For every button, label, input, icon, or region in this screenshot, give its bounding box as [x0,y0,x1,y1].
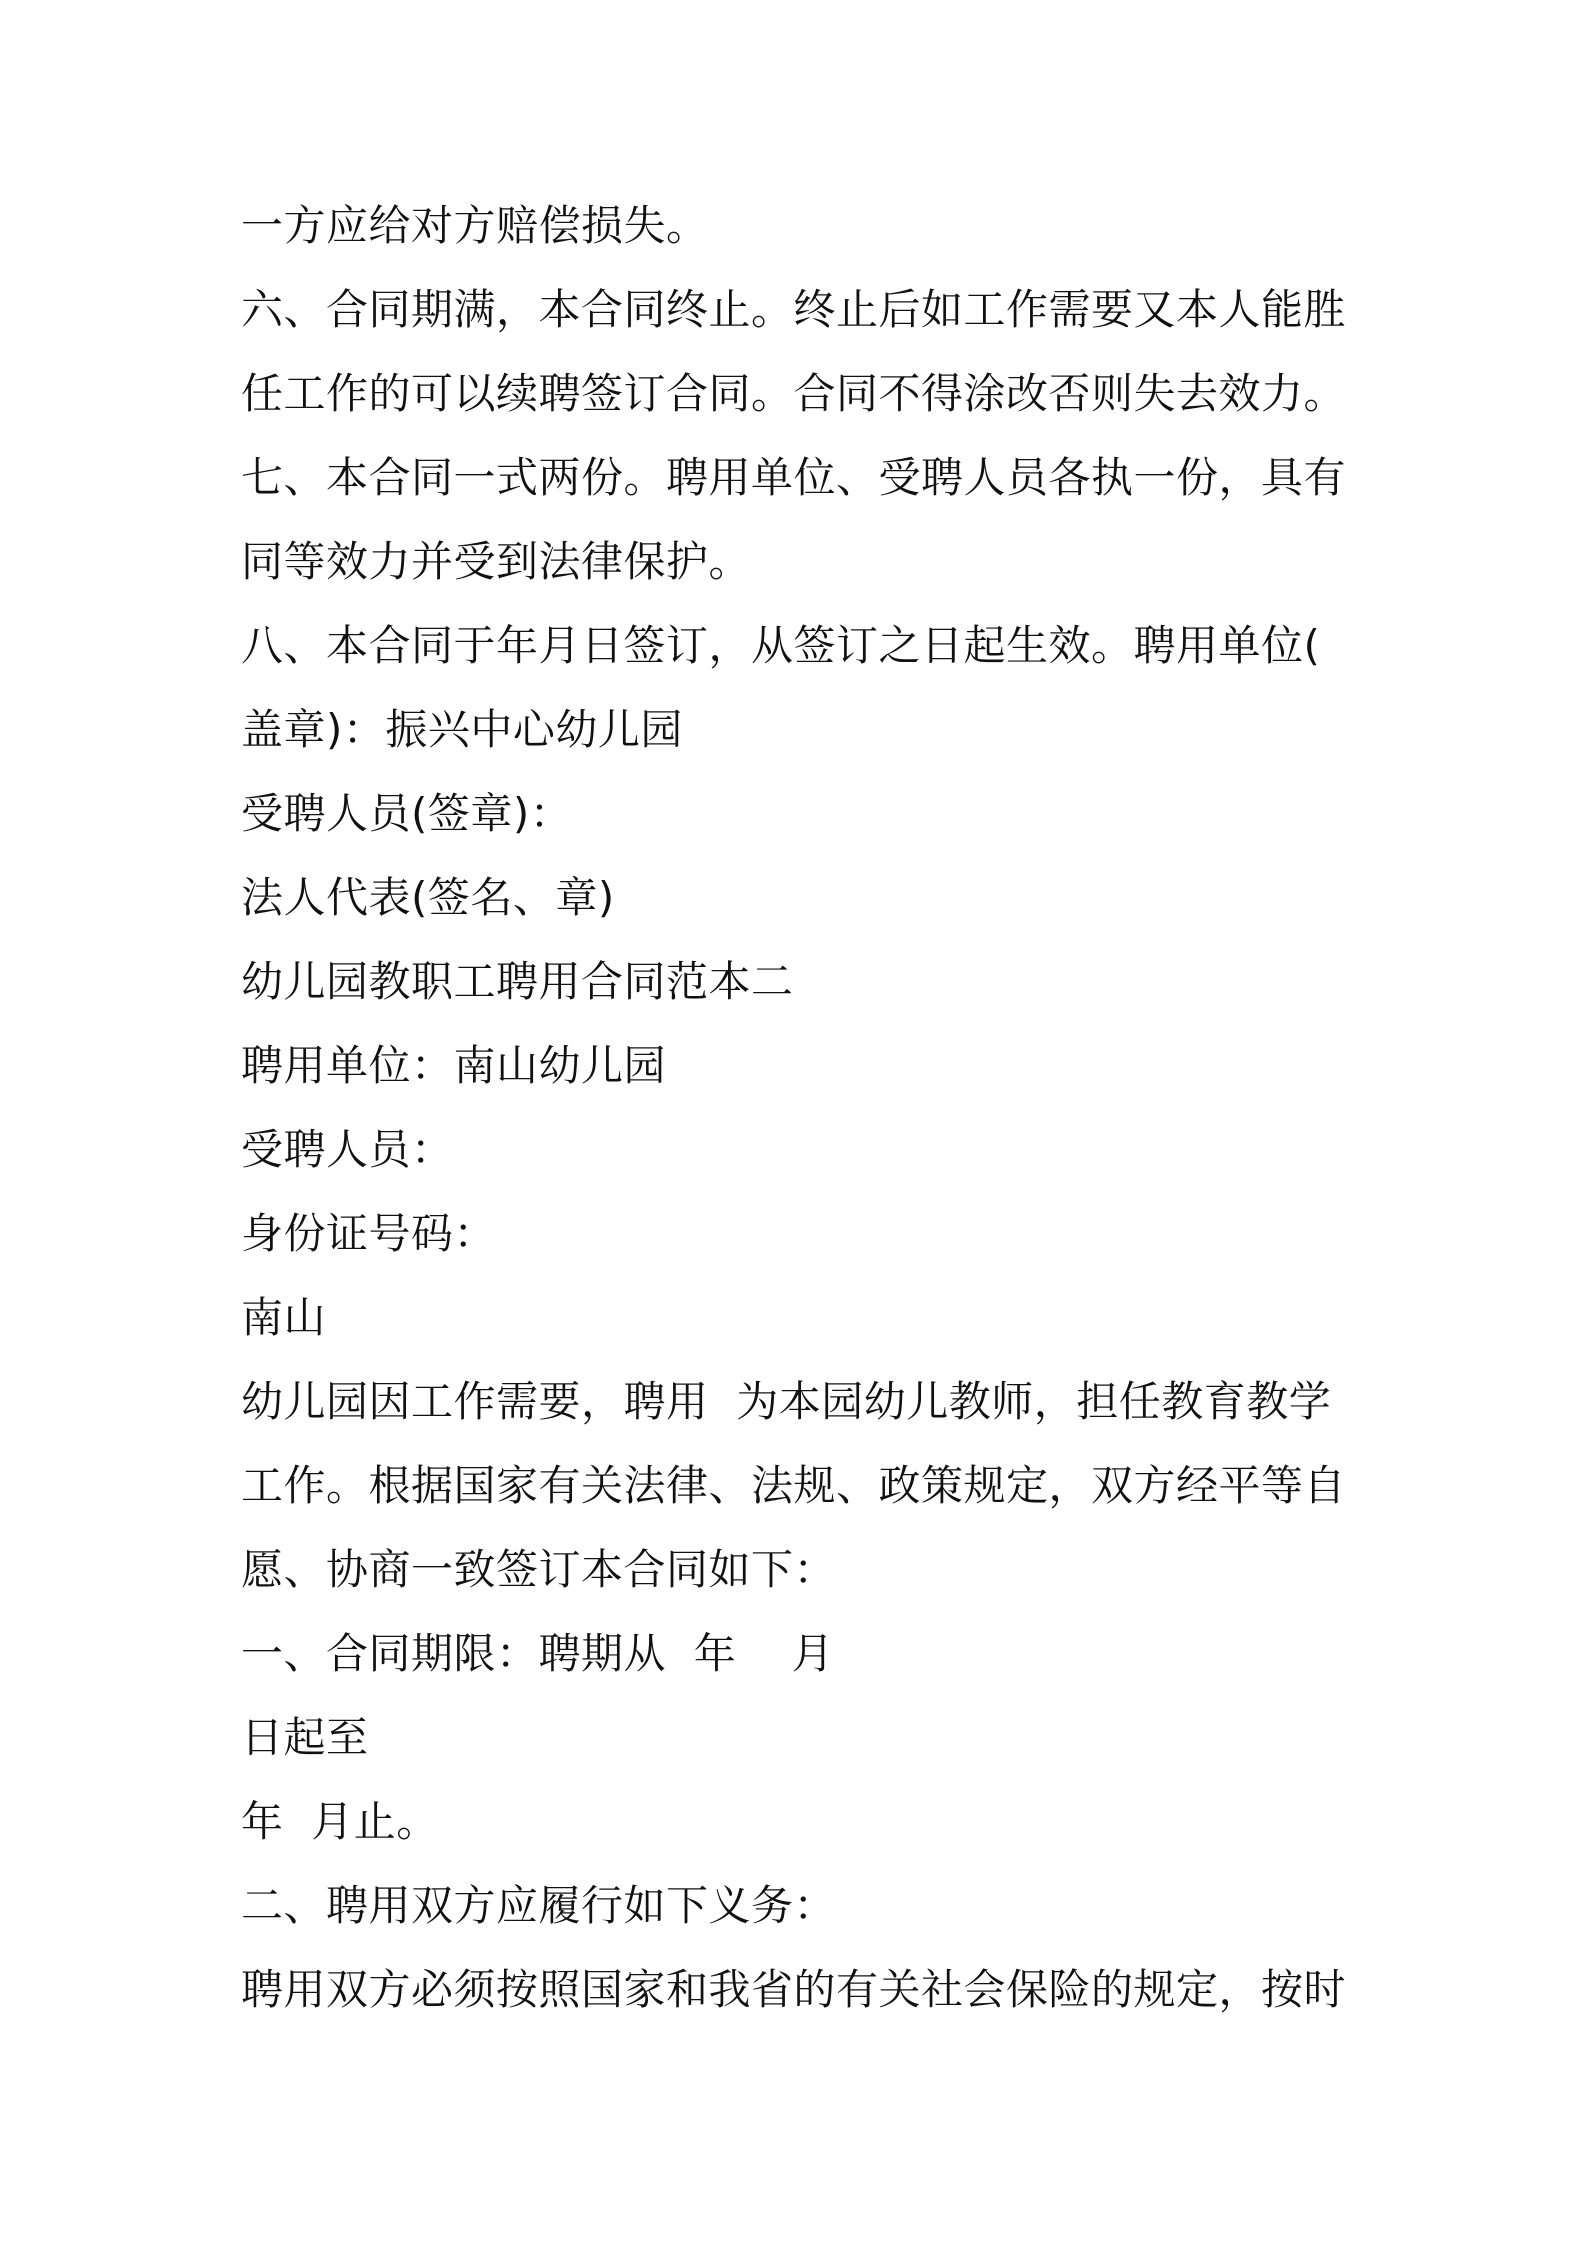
text-line: 八、本合同于年月日签订，从签订之日起生效。聘用单位( [241,621,1321,670]
text-line: 愿、协商一致签订本合同如下： [241,1545,837,1594]
text-line: 二、聘用双方应履行如下义务： [241,1881,837,1930]
text-line: 幼儿园因工作需要，聘用 为本园幼儿教师，担任教育教学 [241,1377,1332,1426]
text-line: 七、本合同一式两份。聘用单位、受聘人员各执一份，具有 [241,453,1347,502]
text-line: 南山 [241,1293,327,1342]
text-line: 一方应给对方赔偿损失。 [241,201,709,250]
text-line: 聘用单位：南山幼儿园 [241,1041,667,1090]
text-line: 法人代表(签名、章) [241,873,615,922]
text-line: 六、合同期满，本合同终止。终止后如工作需要又本人能胜 [241,285,1347,334]
text-line: 年 月止。 [241,1797,439,1846]
text-line: 受聘人员(签章)： [241,789,573,838]
text-line: 盖章)：振兴中心幼儿园 [241,705,683,754]
text-line: 受聘人员： [241,1125,454,1174]
text-line: 日起至 [241,1713,369,1762]
text-line: 聘用双方必须按照国家和我省的有关社会保险的规定，按时 [241,1965,1347,2014]
text-line: 一、合同期限：聘期从 年 月 [241,1629,835,1678]
text-line: 身份证号码： [241,1209,497,1258]
text-line: 同等效力并受到法律保护。 [241,537,752,586]
section-title: 幼儿园教职工聘用合同范本二 [241,957,794,1006]
text-line: 任工作的可以续聘签订合同。合同不得涂改否则失去效力。 [241,369,1347,418]
text-line: 工作。根据国家有关法律、法规、政策规定，双方经平等自 [241,1461,1347,1510]
